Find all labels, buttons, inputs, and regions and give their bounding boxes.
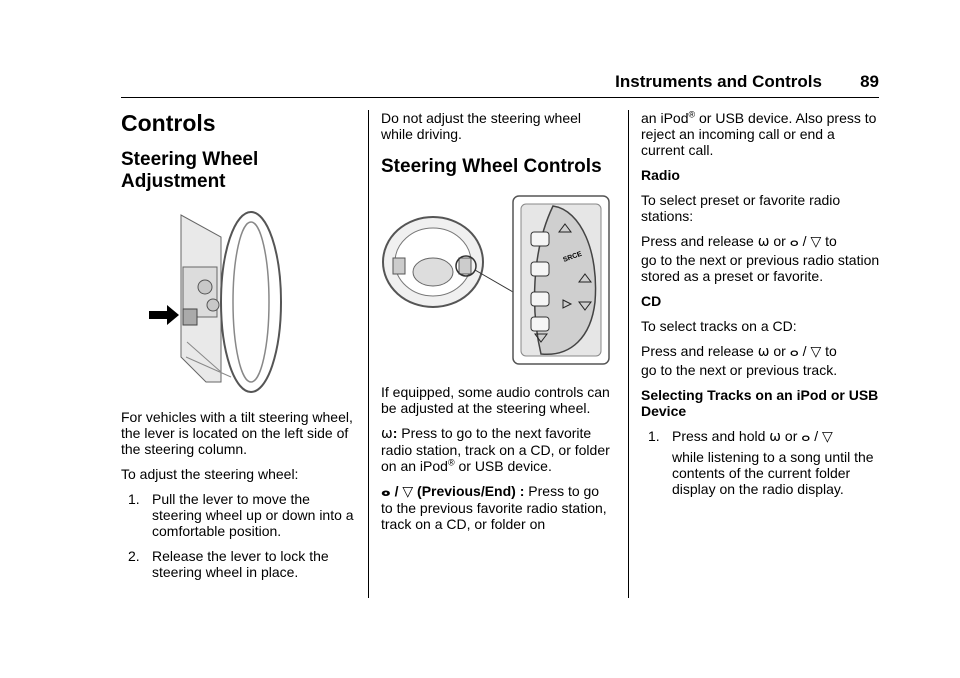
to-text: to bbox=[825, 343, 837, 359]
next-favorite-icon: ω bbox=[769, 429, 782, 445]
steering-controls-figure bbox=[381, 192, 611, 372]
list-text: Pull the lever to move the steering wheel up or down into a comfortable position. bbox=[152, 491, 354, 539]
prev-description: ⴰ / ▽ (Previous/End) : Press to go to the previous favorite radio station, track on a CD, or folder on bbox=[381, 483, 607, 532]
previous-icon: ⴰ bbox=[789, 344, 799, 360]
controls-intro: If equipped, some audio controls can be adjusted at the steering wheel. bbox=[381, 384, 610, 416]
tilt-steering-figure bbox=[121, 207, 356, 397]
registered-mark: ® bbox=[688, 109, 696, 120]
next-tail: or USB device. bbox=[454, 458, 552, 474]
page-number: 89 bbox=[860, 72, 879, 91]
list-number: 2. bbox=[128, 548, 140, 564]
cd-press bbox=[641, 343, 881, 360]
list-text: Release the lever to lock the steering wheel in place. bbox=[152, 548, 329, 580]
radio-tail: go to the next or previous radio station stored as a preset or favorite. bbox=[641, 252, 880, 284]
radio-lead: To select preset or favorite radio stations: bbox=[641, 192, 841, 224]
step-tail: while listening to a song until the contents of the current folder display on the radio display. bbox=[672, 449, 874, 497]
down-triangle-icon: ▽ bbox=[810, 344, 822, 360]
or-text: or bbox=[773, 233, 786, 249]
cd-heading: CD bbox=[641, 293, 662, 309]
registered-mark: ® bbox=[447, 457, 455, 468]
list-item bbox=[121, 548, 356, 580]
previous-icon: ⴰ bbox=[381, 484, 391, 500]
or-text: or bbox=[784, 428, 798, 444]
previous-icon: ⴰ bbox=[789, 234, 799, 250]
slash-text: / bbox=[802, 343, 807, 359]
next-description bbox=[381, 425, 611, 474]
column-1 bbox=[121, 110, 356, 589]
cd-lead: To select tracks on a CD: bbox=[641, 318, 797, 334]
prev-continued bbox=[641, 110, 881, 158]
column-2 bbox=[381, 110, 611, 541]
prev-label: (Previous/End) : bbox=[417, 483, 525, 499]
heading-controls: Controls bbox=[121, 110, 216, 136]
tilt-intro: For vehicles with a tilt steering wheel, the lever is located on the left side of the steering column. bbox=[121, 409, 353, 457]
cont-rest: or USB device. Also press to reject an incoming call or end a current call. bbox=[641, 110, 877, 158]
next-favorite-icon: ω bbox=[757, 234, 770, 250]
cd-tail: go to the next or previous track. bbox=[641, 362, 838, 378]
warning-text: Do not adjust the steering wheel while driving. bbox=[381, 110, 582, 142]
next-favorite-icon: ω bbox=[757, 344, 770, 360]
header-rule bbox=[121, 97, 879, 98]
down-triangle-icon: ▽ bbox=[402, 484, 414, 500]
section-title: Instruments and Controls bbox=[615, 72, 822, 91]
heading-line-1: Steering Wheel bbox=[121, 149, 259, 170]
adjust-lead: To adjust the steering wheel: bbox=[121, 466, 299, 482]
column-3 bbox=[641, 110, 881, 506]
ipod-heading: Selecting Tracks on an iPod or USB Device bbox=[641, 387, 879, 419]
or-text: or bbox=[773, 343, 786, 359]
prev-text: Press to go to the previous favorite radio station, track on a CD, or folder on bbox=[381, 483, 607, 532]
slash-text: / bbox=[814, 428, 819, 444]
pointer-arrow-icon bbox=[149, 305, 179, 325]
next-text: Press to go to the next favorite radio station, track on a CD, or folder on an iPod bbox=[381, 425, 610, 474]
list-item bbox=[641, 428, 881, 497]
slash-text: / bbox=[802, 233, 807, 249]
page-header bbox=[0, 72, 960, 102]
cont-start: an iPod bbox=[641, 110, 689, 126]
list-item bbox=[121, 491, 356, 539]
press-release-text: Press and release bbox=[641, 233, 754, 249]
previous-icon: ⴰ bbox=[801, 429, 811, 445]
to-text: to bbox=[825, 233, 837, 249]
heading-steering-wheel-controls: Steering Wheel Controls bbox=[381, 156, 602, 177]
down-triangle-icon: ▽ bbox=[810, 234, 822, 250]
heading-steering-wheel-adjustment bbox=[121, 149, 356, 193]
next-favorite-icon: ω bbox=[381, 426, 393, 442]
next-label: : bbox=[392, 425, 398, 441]
list-number: 1. bbox=[648, 428, 660, 444]
list-number: 1. bbox=[128, 491, 140, 507]
radio-press bbox=[641, 233, 881, 250]
press-hold-text: Press and hold bbox=[672, 428, 766, 444]
heading-line-2: Adjustment bbox=[121, 171, 226, 192]
down-triangle-icon: ▽ bbox=[822, 429, 833, 445]
column-divider-2 bbox=[628, 110, 629, 598]
radio-heading: Radio bbox=[641, 167, 680, 183]
column-divider-1 bbox=[368, 110, 369, 598]
srce-label: SRCE bbox=[562, 250, 583, 264]
press-release-text: Press and release bbox=[641, 343, 754, 359]
